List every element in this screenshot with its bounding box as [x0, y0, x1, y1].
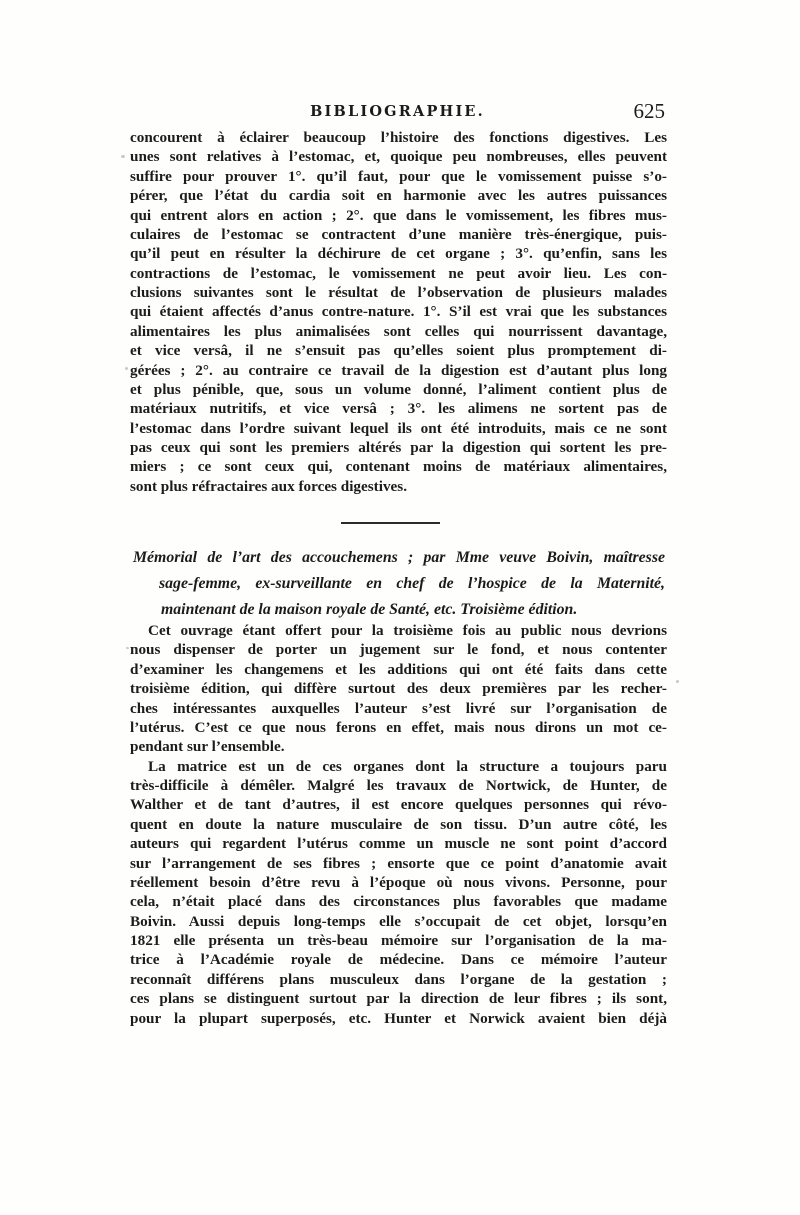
text-line: La matrice est un de ces organes dont la structure a toujours paru — [148, 757, 667, 775]
section-divider — [341, 522, 440, 524]
text-line: très-difficile à démêler. Malgré les travaux de Nortwick, de Hunter, de — [130, 777, 667, 794]
text-line: reconnaît différens plans musculeux dans l’organe de la gestation ; — [130, 970, 667, 988]
text-line: ces plans se distinguent surtout par la direction de leur fibres ; ils sont, — [130, 990, 667, 1008]
running-header — [130, 101, 665, 127]
text-line: matériaux nutritifs, et vice versâ ; 3°. les alimens ne sortent pas de — [130, 400, 667, 418]
text-line: pas ceux qui sont les premiers altérés par la digestion qui sortent les pre- — [130, 439, 667, 456]
review-body-text — [130, 621, 667, 1028]
page-number: 625 — [633, 99, 665, 123]
text-line: unes sont relatives à l’estomac, et, quoique peu nombreuses, elles peuvent — [130, 148, 667, 166]
text-line: pour la plupart superposés, etc. Hunter et Norwick avaient bien déjà — [130, 1009, 667, 1027]
text-line: pérer, que l’état du cardia soit en harmonie avec les autres puissances — [130, 187, 667, 205]
text-line: Boivin. Aussi depuis long-temps elle s’occupait de cet objet, lorsqu’en — [130, 912, 667, 930]
text-line: concourent à éclairer beaucoup l’histoire des fonctions digestives. Les — [130, 129, 667, 146]
text-line: cela, n’était placé dans des circonstances plus favorables que madame — [130, 893, 667, 911]
text-line: nous dispenser de porter un jugement sur le fond, et nous contenter — [130, 641, 667, 659]
review-heading — [133, 545, 665, 623]
text-line: l’estomac dans l’ordre suivant lequel ils ont été introduits, mais ce ne sont — [130, 419, 667, 437]
scan-speck — [126, 647, 129, 649]
text-line: Walther et de tant d’autres, il est encore quelques personnes qui révo- — [130, 796, 667, 814]
scan-speck — [125, 367, 128, 370]
text-line: auteurs qui regardent l’utérus comme un muscle ne sont point d’accord — [130, 835, 667, 853]
review-continuation-text — [130, 128, 667, 496]
text-line: Cet ouvrage étant offert pour la troisième fois au public nous devrions — [148, 622, 667, 639]
text-line: sur l’arrangement de ses fibres ; ensorte que ce point d’anatomie avait — [130, 854, 667, 872]
heading-line: Mémorial de l’art des accouchemens ; par Mme veuve Boivin, maîtresse — [133, 549, 665, 566]
text-line: pendant sur l’ensemble. — [130, 738, 285, 756]
text-line: l’utérus. C’est ce que nous ferons en effet, mais nous dirons un mot ce- — [130, 718, 667, 736]
text-line: d’examiner les changemens et les additions qui ont été faits dans cette — [130, 660, 667, 678]
text-line: culaires de l’estomac se contractent d’une manière très-énergique, puis- — [130, 225, 667, 243]
running-title: BIBLIOGRAPHIE. — [310, 103, 485, 120]
text-line: suffire pour prouver 1°. qu’il faut, pour que le vomissement puisse s’o- — [130, 167, 667, 185]
text-line: gérées ; 2°. au contraire ce travail de la digestion est d’autant plus long — [130, 361, 667, 379]
text-line: et vice versâ, il ne s’ensuit pas qu’elles soient plus promptement di- — [130, 342, 667, 360]
text-line: miers ; ce sont ceux qui, contenant moins de matériaux alimentaires, — [130, 458, 667, 476]
text-line: sont plus réfractaires aux forces digestives. — [130, 477, 407, 495]
heading-line: maintenant de la maison royale de Santé, etc. Troisième édition. — [161, 601, 578, 618]
text-line: qui entrent alors en action ; 2°. que dans le vomissement, les fibres mus- — [130, 206, 667, 224]
scan-speck — [121, 155, 125, 158]
text-line: réellement besoin d’être revu à l’époque où nous vivons. Personne, pour — [130, 873, 667, 891]
text-line: qu’il peut en résulter la déchirure de cet organe ; 3°. qu’enfin, sans les — [130, 245, 667, 263]
heading-line: sage-femme, ex-surveillante en chef de l’hospice de la Maternité, — [159, 575, 665, 592]
text-line: qui étaient affectés d’anus contre-nature. 1°. S’il est vrai que les substances — [130, 303, 667, 321]
text-line: contractions de l’estomac, le vomissement ne peut avoir lieu. Les con- — [130, 264, 667, 282]
text-line: troisième édition, qui diffère surtout des deux premières par les recher- — [130, 680, 667, 698]
text-line: trice à l’Académie royale de médecine. Dans ce mémoire l’auteur — [130, 951, 667, 969]
text-line: alimentaires les plus animalisées sont celles qui nourrissent davantage, — [130, 322, 667, 340]
scan-speck — [676, 680, 679, 683]
text-line: et plus pénible, que, sous un volume donné, l’aliment contient plus de — [130, 380, 667, 398]
text-line: ches intéressantes auxquelles l’auteur s’est livré sur l’organisation de — [130, 699, 667, 717]
text-line: clusions suivantes sont le résultat de l’observation de plusieurs malades — [130, 284, 667, 301]
text-line: 1821 elle présenta un très-beau mémoire sur l’organisation de la ma- — [130, 932, 667, 949]
text-line: quent en doute la nature musculaire de son tissu. D’un autre côté, les — [130, 815, 667, 833]
